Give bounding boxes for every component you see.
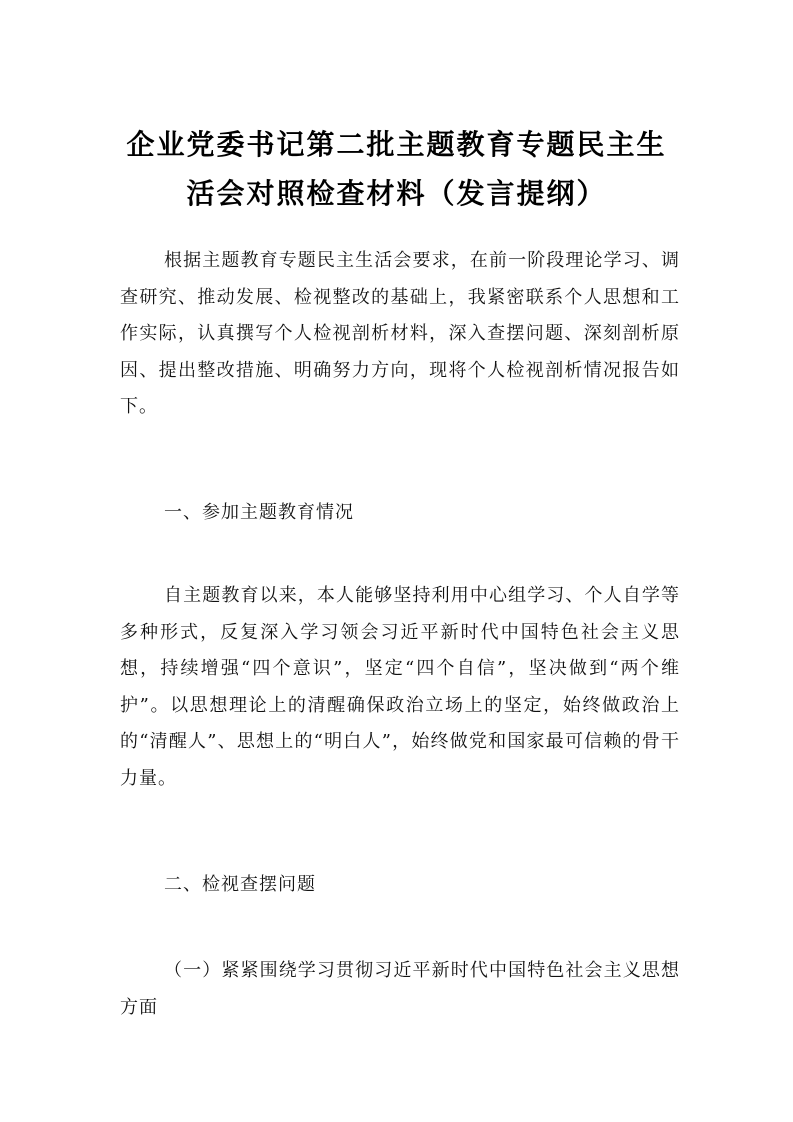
intro-paragraph: 根据主题教育专题民主生活会要求，在前一阶段理论学习、调查研究、推动发展、检视整改的基础上，我紧密联系个人思想和工作实际，认真撰写个人检视剖析材料，深入查摆问题、深刻剖析原因、提出整改措施、明确努力方向，现将个人检视剖析情况报告如下。 [120, 250, 680, 417]
section-1-heading: 一、参加主题教育情况 [164, 502, 354, 523]
document-title-line-1: 企业党委书记第二批主题教育专题民主生 [126, 128, 667, 161]
document-title-line-2: 活会对照检查材料（发言提纲） [186, 177, 607, 210]
section-2-heading: 二、检视查摆问题 [164, 874, 316, 895]
section-2-subheading-1: （一）紧紧围绕学习贯彻习近平新时代中国特色社会主义思想方面 [120, 960, 680, 1018]
section-1-paragraph: 自主题教育以来，本人能够坚持利用中心组学习、个人自学等多种形式，反复深入学习领会习近平新时代中国特色社会主义思想，持续增强“四个意识”，坚定“四个自信”，坚决做到“两个维护”。以思想理论上的清醒确保政治立场上的坚定，始终做政治上的“清醒人”、思想上的“明白人”，始终做党和国家最可信赖的骨干力量。 [120, 585, 680, 789]
